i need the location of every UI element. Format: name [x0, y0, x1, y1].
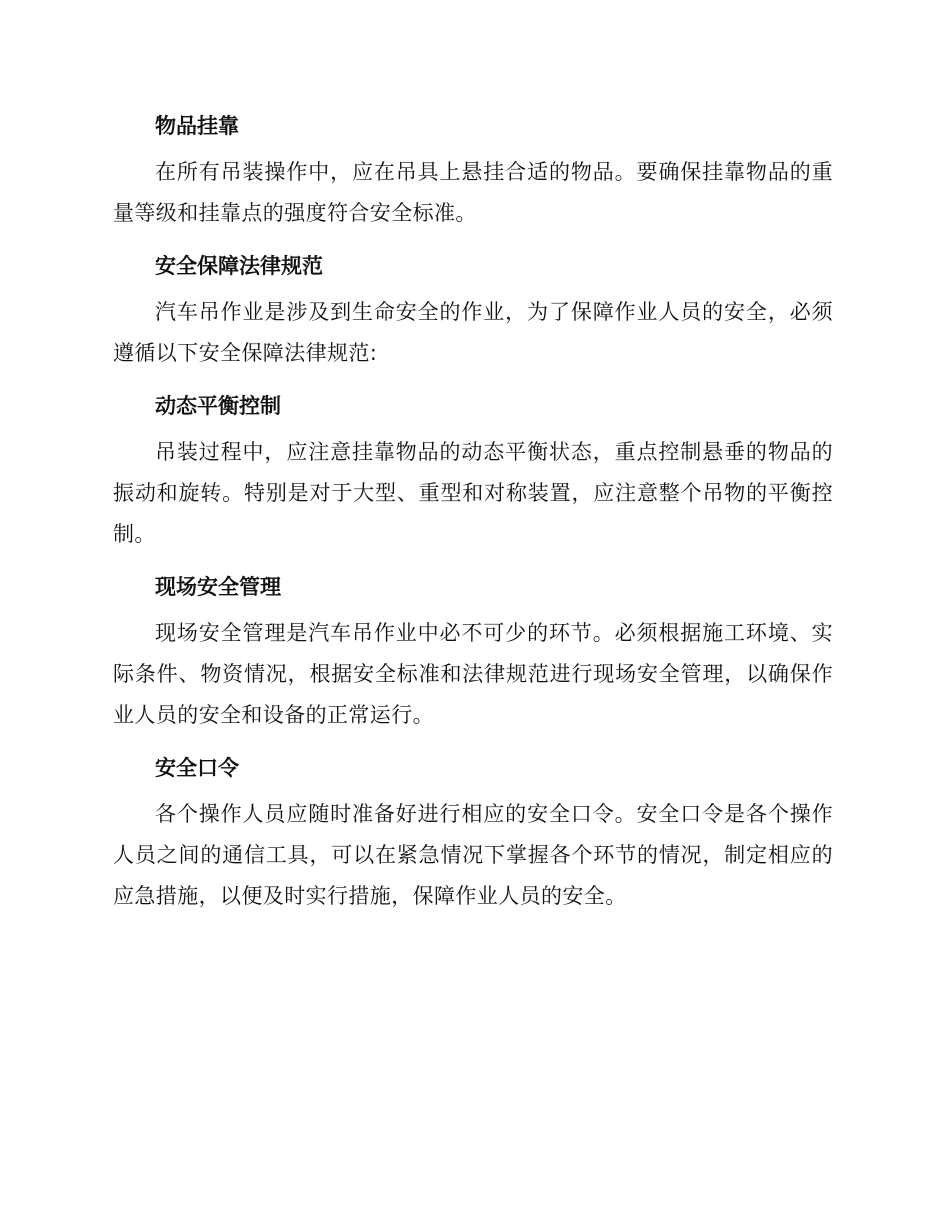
section-paragraph: 在所有吊装操作中，应在吊具上悬挂合适的物品。要确保挂靠物品的重量等级和挂靠点的强度符合安全标准。 — [113, 160, 833, 225]
section-heading: 安全口令 — [155, 756, 239, 780]
section-hanging — [113, 108, 833, 234]
section-paragraph: 吊装过程中，应注意挂靠物品的动态平衡状态，重点控制悬垂的物品的振动和旋转。特别是对于大型、重型和对称装置，应注意整个吊物的平衡控制。 — [113, 440, 833, 546]
section-paragraph: 各个操作人员应随时准备好进行相应的安全口令。安全口令是各个操作人员之间的通信工具，可以在紧急情况下掌握各个环节的情况，制定相应的应急措施，以便及时实行措施，保障作业人员的安全。 — [113, 802, 833, 908]
section-paragraph: 汽车吊作业是涉及到生命安全的作业，为了保障作业人员的安全，必须遵循以下安全保障法律规范: — [113, 300, 833, 365]
section-signals — [113, 750, 833, 917]
section-paragraph: 现场安全管理是汽车吊作业中必不可少的环节。必须根据施工环境、实际条件、物资情况，根据安全标准和法律规范进行现场安全管理，以确保作业人员的安全和设备的正常运行。 — [113, 621, 833, 727]
section-heading: 物品挂靠 — [155, 114, 239, 138]
section-heading: 现场安全管理 — [155, 575, 281, 599]
section-balance — [113, 388, 833, 555]
section-heading: 安全保障法律规范 — [155, 254, 323, 278]
section-legal — [113, 248, 833, 374]
section-heading: 动态平衡控制 — [155, 394, 281, 418]
document-page — [113, 108, 833, 931]
section-site-management — [113, 569, 833, 736]
